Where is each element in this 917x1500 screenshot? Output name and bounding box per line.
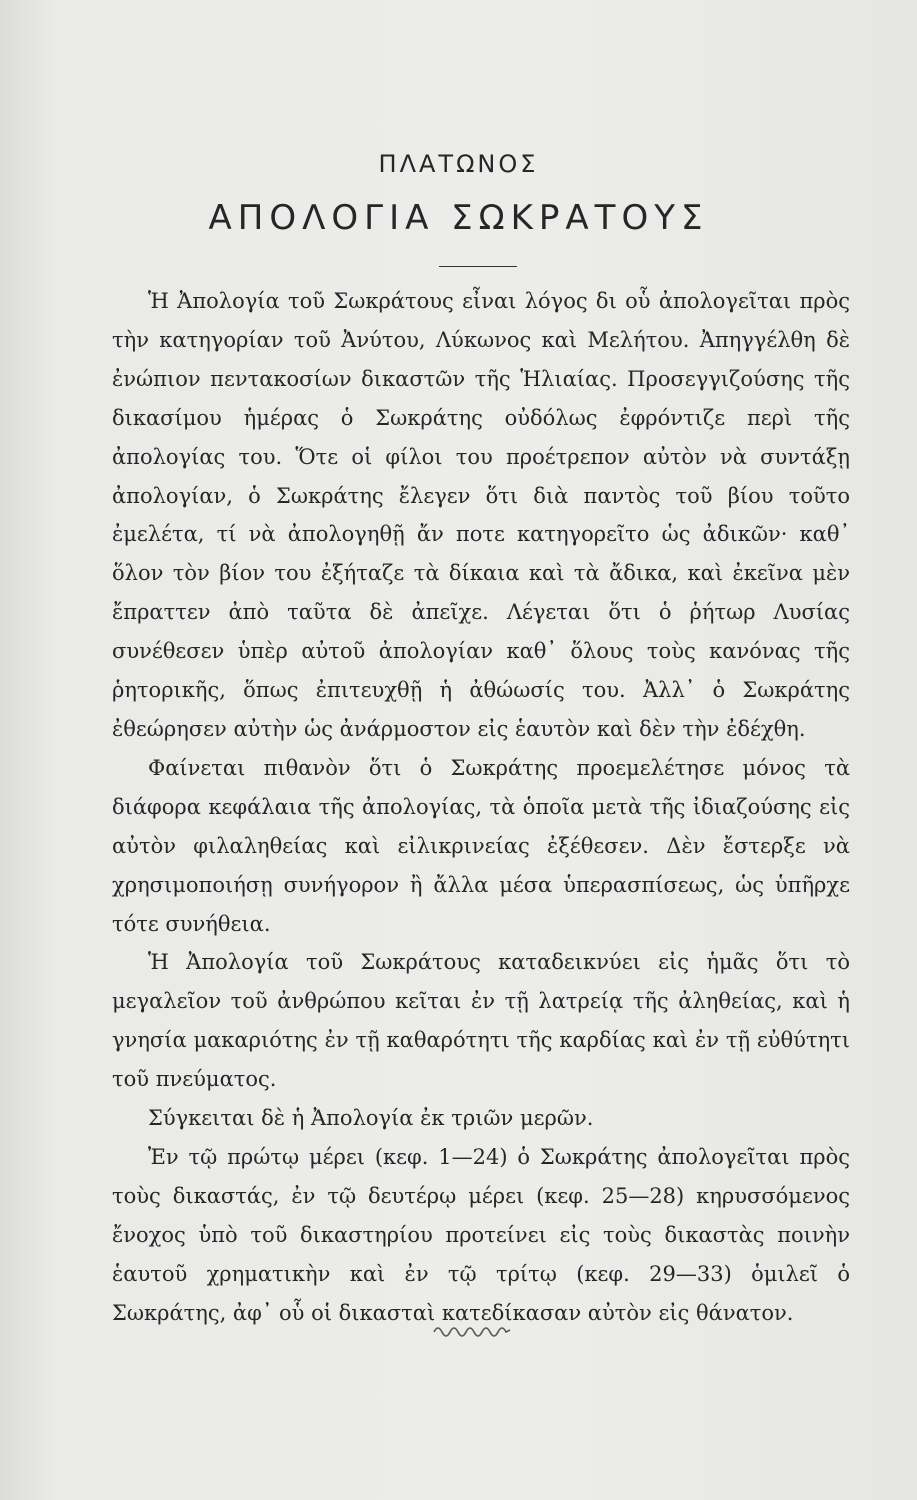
body-text: [112, 282, 850, 1332]
wavy-rule-ornament: [432, 1318, 512, 1342]
paragraph-2: Φαίνεται πιθανὸν ὅτι ὁ Σωκράτης προεμελέτησε μόνος τὰ διάφορα κεφάλαια τῆς ἀπολογίας, τὰ ὁποῖα μετὰ τῆς ἰδιαζούσης εἰς αὐτὸν φιλαληθείας καὶ εἰλικρινείας ἐξέθεσεν. Δὲν ἔστερξε νὰ χρησιμοποιήσῃ συνήγορον ἢ ἄλλα μέσα ὑπερασπίσεως, ὡς ὑπῆρχε τότε συνήθεια.: [112, 755, 850, 936]
paragraph-1: Ἡ Ἀπολογία τοῦ Σωκράτους εἶναι λόγος δι οὗ ἀπολογεῖται πρὸς τὴν κατηγορίαν τοῦ Ἀνύτου, Λύκωνος καὶ Μελήτου. Ἀπηγγέλθη δὲ ἐνώπιον πεντακοσίων δικαστῶν τῆς Ἡλιαίας. Προσεγγιζούσης τῆς δικασίμου ἡμέρας ὁ Σωκράτης οὐδόλως ἐφρόντιζε περὶ τῆς ἀπολογίας του. Ὅτε οἱ φίλοι του προέτρεπον αὐτὸν νὰ συντάξῃ ἀπολογίαν, ὁ Σωκράτης ἔλεγεν ὅτι διὰ παντὸς τοῦ βίου τοῦτο ἐμελέτα, τί νὰ ἀπολογηθῇ ἄν ποτε κατηγορεῖτο ὡς ἀδικῶν· καθ᾽ ὅλον τὸν βίον του ἐξήταζε τὰ δίκαια καὶ τὰ ἄδικα, καὶ ἐκεῖνα μὲν ἔπραττεν ἀπὸ ταῦτα δὲ ἀπεῖχε. Λέγεται ὅτι ὁ ῥήτωρ Λυσίας συνέθεσεν ὑπὲρ αὐτοῦ ἀπολογίαν καθ᾽ ὅλους τοὺς κανόνας τῆς ῥητορικῆς, ὅπως ἐπιτευχθῇ ἡ ἀθώωσίς του. Ἀλλ᾽ ὁ Σωκράτης ἐθεώρησεν αὐτὴν ὡς ἀνάρμοστον εἰς ἑαυτὸν καὶ δὲν τὴν ἐδέχθη.: [112, 289, 850, 741]
page-title: ΑΠΟΛΟΓΙΑ ΣΩΚΡΑΤΟΥΣ: [208, 198, 709, 238]
paragraph-3: Ἡ Ἀπολογία τοῦ Σωκράτους καταδεικνύει εἰς ἡμᾶς ὅτι τὸ μεγαλεῖον τοῦ ἀνθρώπου κεῖται ἐν τῇ λατρείᾳ τῆς ἀληθείας, καὶ ἡ γνησία μακαριότης ἐν τῇ καθαρότητι τῆς καρδίας καὶ ἐν τῇ εὐθύτητι τοῦ πνεύματος.: [112, 950, 850, 1092]
paragraph-5: Ἐν τῷ πρώτῳ μέρει (κεφ. 1—24) ὁ Σωκράτης ἀπολογεῖται πρὸς τοὺς δικαστάς, ἐν τῷ δευτέρῳ μέρει (κεφ. 25—28) κηρυσσόμενος ἔνοχος ὑπὸ τοῦ δικαστηρίου προτείνει εἰς τοὺς δικαστὰς ποινὴν ἑαυτοῦ χρηματικὴν καὶ ἐν τῷ τρίτῳ (κεφ. 29—33) ὁμιλεῖ ὁ Σωκράτης, ἀφ᾽ οὗ οἱ δικασταὶ κατεδίκασαν αὐτὸν εἰς θάνατον.: [112, 1144, 850, 1325]
author-heading: ΠΛΑΤΩΝΟΣ: [378, 150, 539, 178]
title-divider: [439, 266, 517, 267]
paragraph-4: Σύγκειται δὲ ἡ Ἀπολογία ἐκ τριῶν μερῶν.: [148, 1106, 594, 1131]
